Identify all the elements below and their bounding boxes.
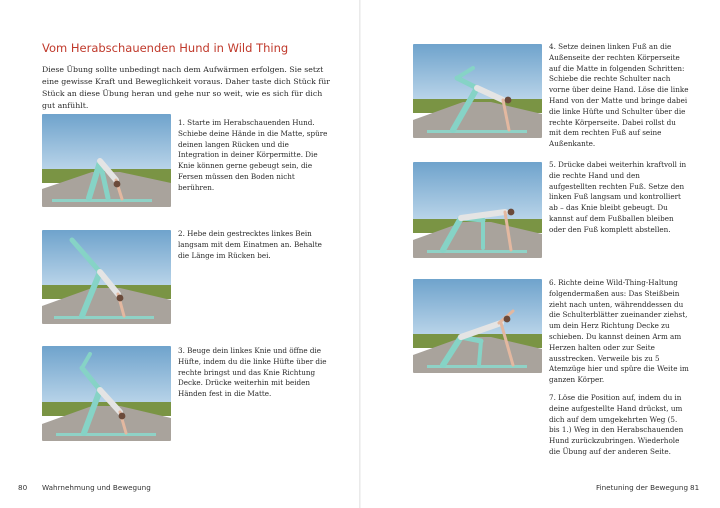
step-6-text: 6. Richte deine Wild-Thing-Haltung folgendermaßen aus: Das Steißbein zieht nach unten, währenddessen du die Schulterblätter zueinander ziehst, um dein Herz Richtung Decke zu schieben. Du kannst deinen Arm am Herzen halten oder zur Seite ausstrecken. Verweile bis zu 5 Atemzüge hier und spüre die Weite im ganzen Körper. <box>549 278 689 385</box>
step-3-text: 3. Beuge dein linkes Knie und öffne die Hüfte, indem du die linke Hüfte über die rechte bringst und das Knie Richtung Decke. Drücke weiterhin mit beiden Händen fest in die Matte. <box>178 346 327 399</box>
step-5-photo <box>413 162 542 258</box>
step-5-text: 5. Drücke dabei weiterhin kraftvoll in die rechte Hand und den aufgestellten rechten Fuß. Setze den linken Fuß langsam und kontrolliert ab – das Knie bleibt gebeugt. Du kannst auf dem Fußballen bleiben oder den Fuß komplett abstellen. <box>549 160 687 234</box>
section-title: Vom Herabschauenden Hund in Wild Thing <box>42 41 289 55</box>
intro-paragraph: Diese Übung sollte unbedingt nach dem Aufwärmen erfolgen. Sie setzt eine gewisse Kraft und Beweglichkeit voraus. Daher taste dich Stück für Stück an diese Übung heran und gehe nur so weit, wie es sich für dich gut anfühlt. <box>42 65 330 110</box>
step-7-text: 7. Löse die Position auf, indem du in deine aufgestellte Hand drückst, um dich auf dem umgekehrten Weg (5. bis 1.) Weg in den Herabschauenden Hund zurückzubringen. Wiederhole die Übung auf der anderen Seite. <box>549 393 684 456</box>
step-1-photo <box>42 114 171 207</box>
left-running-head: Wahrnehmung und Bewegung <box>42 483 151 492</box>
step-1-text: 1. Starte im Herabschauenden Hund. Schiebe deine Hände in die Matte, spüre deinen langen Rücken und die Integration in deiner Körpermitte. Die Knie können gerne gebeugt sein, die Fersen müssen den Boden nicht berühren. <box>178 118 328 192</box>
left-page-number: 80 <box>18 483 28 492</box>
step-2-text: 2. Hebe dein gestrecktes linkes Bein langsam mit dem Einatmen an. Behalte die Länge im Rücken bei. <box>178 229 322 260</box>
right-page-number: 81 <box>690 483 700 492</box>
step-2-photo <box>42 230 171 324</box>
step-6-photo <box>413 279 542 373</box>
book-fold <box>359 0 361 508</box>
step-4-photo <box>413 44 542 138</box>
step-3-photo <box>42 346 171 441</box>
right-running-head: Finetuning der Bewegung <box>596 483 689 492</box>
step-4-text: 4. Setze deinen linken Fuß an die Außenseite der rechten Körperseite auf die Matte in folgenden Schritten: Schiebe die rechte Schulter nach vorne über deine Hand. Löse die linke Hand von der Matte und bringe dabei die linke Hüfte und Schulter über die rechte Körperseite. Dabei rollst du mit dem rechten Fuß auf seine Außenkante. <box>549 42 689 149</box>
